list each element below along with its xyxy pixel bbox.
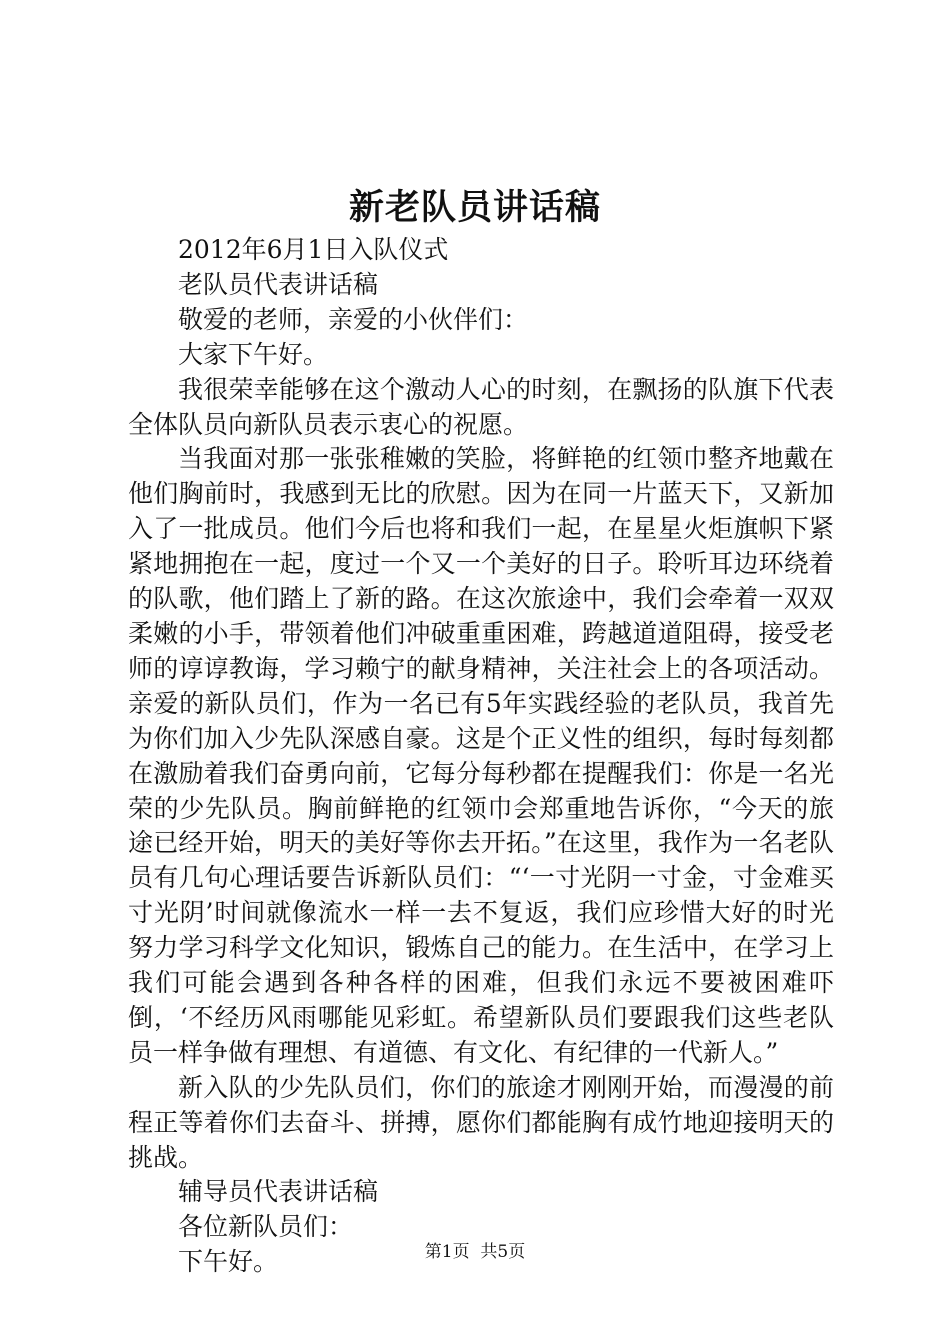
paragraph-salutation: 各位新队员们：: [178, 1212, 354, 1242]
paragraph-salutation: 敬爱的老师，亲爱的小伙伴们：: [178, 304, 529, 334]
paragraph-event-date: 2012年6月1日入队仪式: [178, 235, 449, 264]
page-number: 第1页: [424, 1242, 470, 1262]
page-total: 共5页: [480, 1242, 526, 1262]
document-title: 新老队员讲话稿: [348, 187, 601, 228]
paragraph-section-heading: 老队员代表讲话稿: [178, 269, 379, 299]
paragraph-greeting: 下午好。: [178, 1247, 279, 1277]
paragraph-body: 我很荣幸能够在这个激动人心的时刻，在飘扬的队旗下代表全体队员向新队员表示衷心的祝愿。: [128, 374, 834, 439]
paragraph-body: 当我面对那一张张稚嫩的笑脸，将鲜艳的红领巾整齐地戴在他们胸前时，我感到无比的欣慰。因为在同一片蓝天下，又新加入了一批成员。他们今后也将和我们一起，在星星火炬旗帜下紧紧地拥抱在一起，度过一个又一个美好的日子。聆听耳边环绕着的队歌，他们踏上了新的路。在这次旅途中，我们会牵着一双双柔嫩的小手，带领着他们冲破重重困难，跨越道道阻碍，接受老师的谆谆教诲，学习赖宁的献身精神，关注社会上的各项活动。亲爱的新队员们，作为一名已有5年实践经验的老队员，我首先为你们加入少先队深感自豪。这是个正义性的组织，每时每刻都在激励着我们奋勇向前，它每分每秒都在提醒我们：你是一名光荣的少先队员。胸前鲜艳的红领巾会郑重地告诉你，“今天的旅途已经开始，明天的美好等你去开拓。”在这里，我作为一名老队员有几句心理话要告诉新队员们：“‘一寸光阴一寸金，寸金难买寸光阴’时间就像流水一样一去不复返，我们应珍惜大好的时光努力学习科学文化知识，锻炼自己的能力。在生活中，在学习上我们可能会遇到各种各样的困难，但我们永远不要被困难吓倒，‘不经历风雨哪能见彩虹。希望新队员们要跟我们这些老队员一样争做有理想、有道德、有文化、有纪律的一代新人。”: [128, 444, 834, 1067]
document-body: [128, 233, 834, 1280]
paragraph-section-heading: 辅导员代表讲话稿: [178, 1177, 379, 1207]
page-footer: [0, 1240, 950, 1264]
paragraph-greeting: 大家下午好。: [178, 339, 329, 369]
paragraph-body: 新入队的少先队员们，你们的旅途才刚刚开始，而漫漫的前程正等着你们去奋斗、拼搏，愿你们都能胸有成竹地迎接明天的挑战。: [128, 1072, 834, 1172]
